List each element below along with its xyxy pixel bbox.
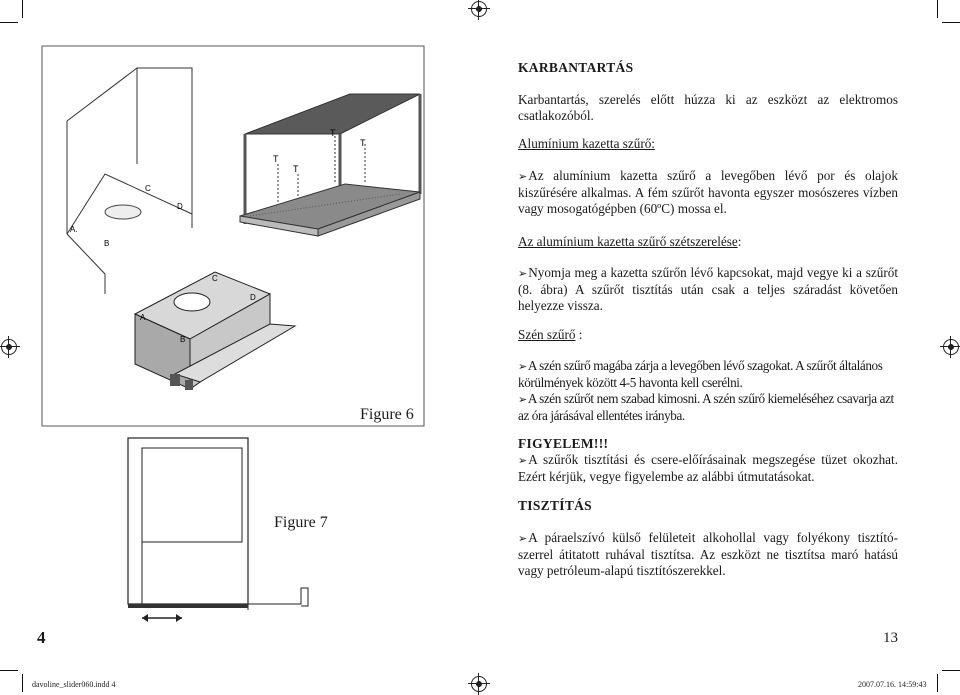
registration-mark-icon (471, 1, 487, 17)
warning-paragraph (518, 452, 898, 485)
alu-text: Az alumínium kazetta szűrő a levegőben lévő por és olajok kiszűrésére alkalmas. A fém szűrőt havonta egyszer mosószeres vízben vagy mosogatógépben (60ºC) mossa el. (518, 168, 898, 216)
figure-letter: B (180, 335, 186, 344)
carbon-heading: Szén szűrő (518, 327, 576, 342)
alu-removal-text: Nyomja meg a kazetta szűrőn lévő kapcsokat, majd vegye ki a szűrőt (8. ábra) A szűrőt tisztítás után csak a teljes száradást követően helyezze vissza. (518, 265, 898, 313)
crop-mark (22, 674, 23, 692)
page-number-left: 4 (37, 628, 46, 647)
figure-letter: D (250, 293, 256, 302)
bullet-arrow-icon (518, 168, 528, 183)
alu-paragraph (518, 168, 898, 217)
footer-timestamp: 2007.07.16. 14:59:43 (858, 680, 927, 689)
registration-mark-icon (1, 339, 17, 355)
figure-letter: B (104, 239, 110, 248)
alu-heading-block (518, 136, 898, 152)
footer-filename: davoline_slider060.indd 4 (32, 680, 116, 689)
carbon-paragraph (518, 358, 898, 424)
bullet-arrow-icon (518, 265, 528, 280)
crop-mark (937, 0, 938, 18)
crop-mark (942, 22, 960, 23)
intro-text: Karbantartás, szerelés előtt húzza ki az eszközt az elektromos csatlakozóból. (518, 92, 898, 123)
bullet-arrow-icon (518, 358, 528, 373)
bullet-arrow-icon (518, 391, 528, 406)
crop-mark (22, 0, 23, 18)
intro-paragraph (518, 92, 898, 124)
carbon-text-2: A szén szűrőt nem szabad kimosni. A szén szűrő kiemeléséhez csavarja azt az óra járásával ellentétes irányba. (518, 391, 894, 423)
registration-mark-icon (943, 339, 959, 355)
cleaning-heading-block (518, 498, 898, 514)
warning-heading-block (518, 436, 898, 452)
bullet-arrow-icon (518, 530, 528, 545)
warning-heading: FIGYELEM!!! (518, 436, 609, 451)
alu-removal-paragraph (518, 265, 898, 314)
alu-heading: Alumínium kazetta szűrő: (518, 136, 655, 151)
svg-text:T: T (360, 138, 366, 148)
cleaning-paragraph (518, 530, 898, 579)
figure-letter: A. (70, 225, 78, 234)
figure-letter: D (177, 202, 183, 211)
figure-7-label: Figure 7 (274, 514, 328, 531)
alu-removal-heading: Az alumínium kazetta szűrő szétszerelése (518, 234, 738, 249)
figure-letter: A (140, 313, 146, 322)
figure-letter: C (212, 274, 218, 283)
svg-text:T: T (330, 128, 336, 138)
bullet-arrow-icon (518, 452, 528, 467)
cleaning-heading: TISZTÍTÁS (518, 498, 592, 513)
text-column (518, 60, 898, 76)
registration-mark-icon (471, 676, 487, 692)
figure-7-illustration (126, 436, 326, 628)
carbon-heading-block: Szén szűrő : (518, 327, 583, 342)
crop-mark (942, 670, 960, 671)
figure-6-illustration (40, 44, 430, 429)
crop-mark (0, 670, 18, 671)
carbon-text-1: A szén szűrő magába zárja a levegőben lévő szagokat. A szűrőt általános körülmények között 4-5 havonta kell cserélni. (518, 358, 883, 390)
figure-6-label: Figure 6 (360, 406, 414, 423)
svg-text:T: T (273, 154, 279, 164)
maintenance-heading: KARBANTARTÁS (518, 60, 634, 75)
alu-removal-heading-block: Az alumínium kazetta szűrő szétszerelése: (518, 234, 742, 249)
crop-mark (0, 22, 18, 23)
page-number-right: 13 (883, 630, 898, 646)
cleaning-text: A páraelszívó külső felületeit alkohollal vagy folyékony tisztító-szerrel átitatott ruhával tisztítsa. Az eszközt ne tisztítsa maró hatású vagy petróleum-alapú tisztítószerekkel. (518, 530, 898, 578)
figure-letter: C (145, 184, 151, 193)
crop-mark (937, 674, 938, 692)
warning-text: A szűrők tisztítási és csere-előírásainak megszegése tüzet okozhat. Ezért kérjük, vegye figyelembe az alábbi útmutatásokat. (518, 452, 898, 484)
svg-text:T: T (293, 164, 299, 174)
